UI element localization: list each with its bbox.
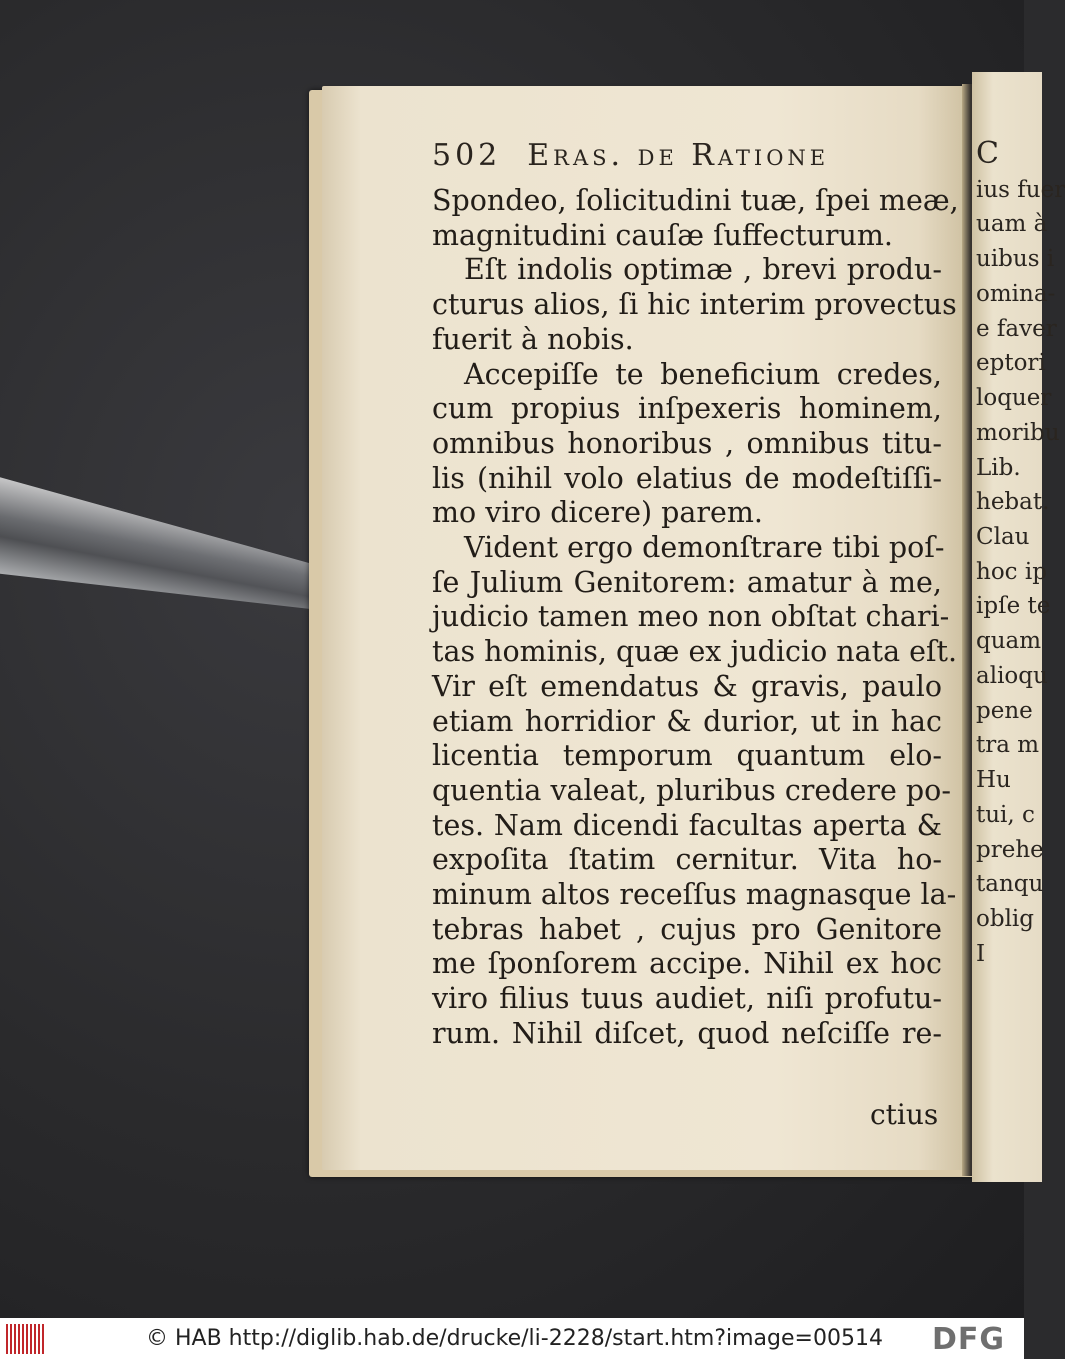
glass-rod [0, 471, 349, 642]
dfg-logo: DFG [932, 1322, 1006, 1357]
text-line: tes. Nam dicendi facultas aperta & [432, 808, 942, 842]
facing-page-text-fragment: tra m [976, 732, 1040, 759]
facing-page-text-fragment: hebat. [976, 489, 1050, 516]
text-line: judicio tamen meo non obſtat charі- [432, 600, 950, 634]
text-line: Accepiſſe te beneficium credes, [464, 357, 942, 391]
running-header [432, 138, 902, 173]
text-line: mo viro dicere) parem. [432, 496, 763, 530]
text-line: quentia valeat, pluribus credere po- [432, 773, 951, 807]
text-line: cum propius inſpexeris hominem, [432, 392, 942, 426]
text-line: ſe Julium Genitorem: amatur à me, [432, 565, 942, 599]
facing-page-text-fragment: alioqu [976, 662, 1048, 689]
facing-page-text-fragment: C [976, 136, 999, 171]
facing-page-text-fragment: e faver [976, 315, 1057, 342]
page-number: 502 [432, 138, 502, 173]
facing-page-text-fragment: moribu [976, 419, 1060, 446]
text-line: etiam horridior & durior, ut in hac [432, 704, 942, 738]
catchword: ctius [870, 1098, 939, 1131]
hab-logo-icon [6, 1324, 46, 1354]
text-line: Spondeo, ſolicitudini tuæ, ſpei meæ, [432, 184, 959, 217]
facing-page-text-fragment: oblig [976, 906, 1035, 933]
facing-page-text-fragment: hoc ip [976, 558, 1047, 585]
text-line: expoſita ſtatim cernitur. Vita ho- [432, 843, 942, 877]
facing-page-text-fragment: ipſe te [976, 593, 1051, 620]
text-line: rum. Nihil diſcet, quod neſciſſe re- [432, 1016, 942, 1050]
facing-page-text-fragment: Lib. [976, 454, 1021, 481]
text-line: lis (nihil volo elatius de modeſtiſſi- [432, 461, 942, 495]
text-line: omnibus honoribus , omnibus titu- [432, 426, 942, 460]
facing-page-text-fragment: I [976, 940, 986, 967]
text-line: viro filius tuus audiet, niſi profutu- [432, 982, 942, 1016]
facing-page-text-fragment: uam à [976, 211, 1048, 238]
body-text [432, 184, 959, 1052]
facing-page-text-fragment: quam [976, 628, 1042, 655]
facing-page-text-fragment: eptori [976, 350, 1046, 377]
facing-page-text-fragment: tanqu [976, 871, 1044, 898]
facing-page-text-fragment: Clau [976, 524, 1030, 551]
text-line: Vir eſt emendatus & gravis, paulo [432, 669, 942, 703]
text-line: Eſt indolis optimæ , brevi produ- [464, 253, 942, 287]
facing-page-text-fragment: uibus i [976, 246, 1055, 273]
running-head-title: Eras. de Ratione [527, 138, 830, 173]
copyright-credit: © HAB http://diglib.hab.de/drucke/li-2228/start.htm?image=00514 [146, 1326, 883, 1351]
text-line: magnitudini cauſæ ſuffecturum. [432, 218, 893, 252]
footer-bar [0, 1318, 1024, 1359]
facing-page-text-fragment: ius fuer [976, 176, 1065, 203]
facing-page-text-fragment: pene [976, 697, 1033, 724]
facing-page-fragment [972, 72, 1065, 1182]
text-line: fuerit à nobis. [432, 322, 634, 356]
text-line: tebras habet , cujus pro Genitore [432, 912, 942, 946]
text-line: cturus alios, ſi hic interim provectus [432, 288, 957, 322]
text-line: tas hominis, quæ ex judicio nata eſt. [432, 635, 958, 669]
facing-page-text-fragment: omina- [976, 280, 1056, 307]
facing-page-text-fragment: prehe [976, 836, 1044, 863]
text-line: licentia temporum quantum elo- [432, 739, 942, 773]
facing-page-text-fragment: tui, c [976, 801, 1035, 828]
facing-page-text-fragment: loquer [976, 385, 1052, 412]
text-line: Vident ergo demonſtrare tibi poſ- [464, 531, 945, 565]
text-line: minum altos receſſus magnasque la- [432, 878, 957, 912]
facing-page-text-fragment: Hu [976, 767, 1011, 794]
text-line: me ſponſorem accipe. Nihil ex hoc [432, 947, 942, 981]
